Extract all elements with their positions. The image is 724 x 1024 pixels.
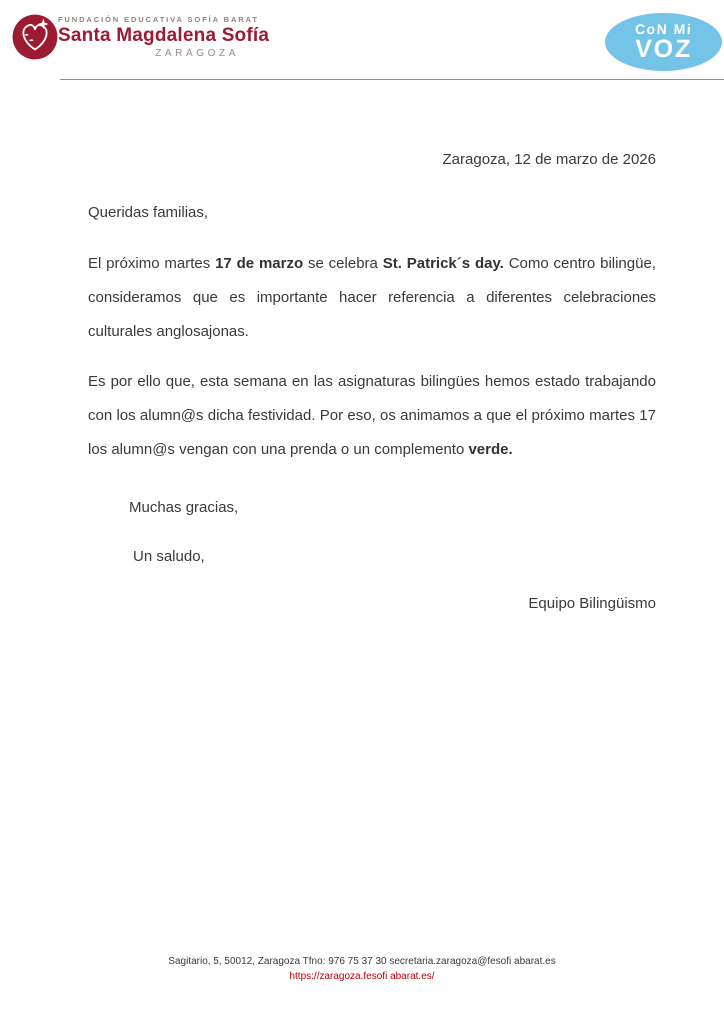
page-footer xyxy=(0,954,724,984)
paragraph-activity-text: Es por ello que, esta semana en las asignaturas bilingües hemos estado trabajando con los alumn@s dicha festividad. Por eso, os animamos a que el próximo martes 17 los alumn@s vengan con una prenda o un complemento xyxy=(88,373,656,458)
paragraph-intro xyxy=(88,247,656,349)
school-logo-emblem-icon xyxy=(11,13,59,61)
thanks-line: Muchas gracias, xyxy=(129,499,239,516)
green-highlight: verde. xyxy=(468,441,513,458)
badge-text-bottom: VOZ xyxy=(634,35,693,63)
paragraph-intro-text: se celebra xyxy=(303,255,383,272)
closing-line: Un saludo, xyxy=(133,548,205,565)
dateline: Zaragoza, 12 de marzo de 2026 xyxy=(442,151,656,168)
con-mi-voz-badge xyxy=(605,13,722,71)
header-divider xyxy=(60,79,724,80)
city-label: ZARAGOZA xyxy=(155,48,239,59)
signature: Equipo Bilingüismo xyxy=(528,595,656,612)
footer-website-link[interactable]: https://zaragoza.fesofi abarat.es/ xyxy=(289,971,435,982)
foundation-label: FUNDACIÓN EDUCATIVA SOFÍA BARAT xyxy=(58,15,259,24)
school-brand-block xyxy=(58,15,270,59)
date-highlight: 17 de marzo xyxy=(215,255,304,272)
salutation: Queridas familias, xyxy=(88,204,209,221)
school-name: Santa Magdalena Sofía xyxy=(58,25,270,46)
paragraph-intro-text: El próximo martes xyxy=(88,255,216,272)
badge-text-top: CoN Mi xyxy=(634,21,693,37)
footer-address: Sagitario, 5, 50012, Zaragoza Tfno: 976 75 37 30 secretaria.zaragoza@fesofi abarat.es xyxy=(168,956,556,967)
event-highlight: St. Patrick´s day. xyxy=(382,255,504,272)
paragraph-intro-text: Como centro bilingüe, consideramos que es importante hacer referencia a diferentes celebraciones culturales anglosajonas. xyxy=(88,255,656,340)
paragraph-activity xyxy=(88,365,656,467)
